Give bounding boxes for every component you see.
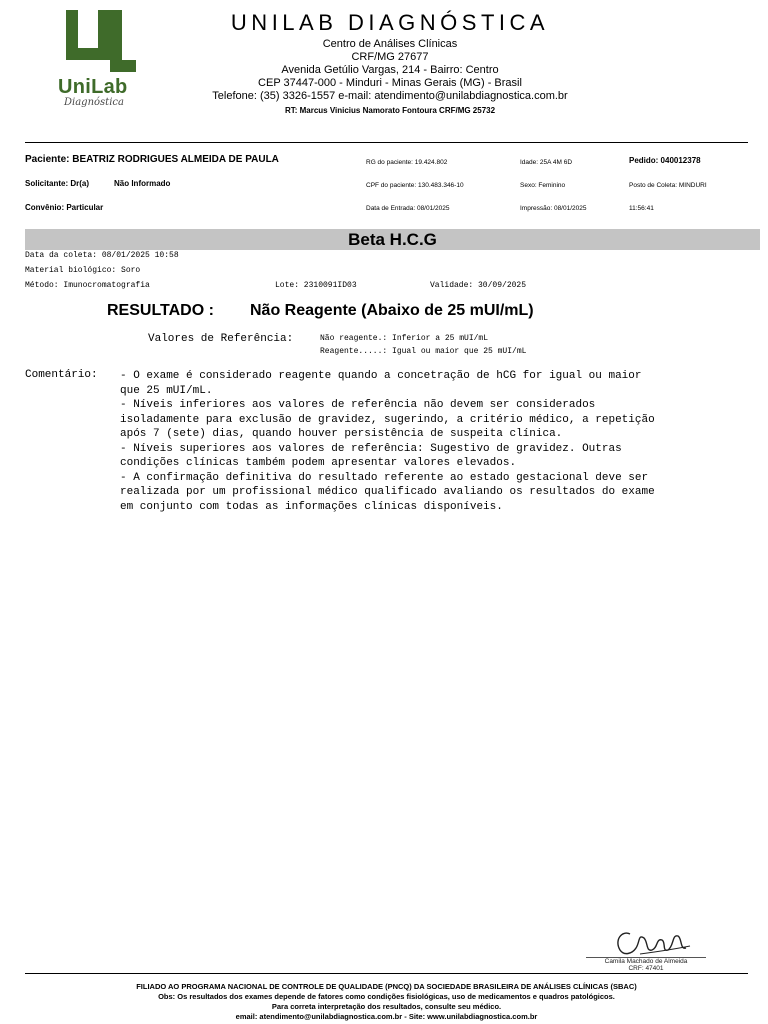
requester-label: Solicitante: Dr(a)	[25, 179, 90, 188]
footer-line-4: email: atendimento@unilabdiagnostica.com.br - Site: www.unilabdiagnostica.com.br	[235, 1012, 538, 1021]
lab-address: Avenida Getúlio Vargas, 214 - Bairro: Centro	[281, 64, 499, 76]
patient-sex: Sexo: Feminino	[520, 182, 566, 189]
print-date: Impressão: 08/01/2025	[520, 205, 587, 212]
footer-line-2: Obs: Os resultados dos exames depende de fatores como condições fisiológicas, uso de medicamentos e quadros patológicos.	[158, 992, 615, 1001]
entry-date: Data de Entrada: 08/01/2025	[366, 205, 450, 212]
exam-title-bar	[25, 229, 760, 250]
patient-age: Idade: 25A 4M 6D	[520, 159, 573, 166]
lab-name: UNILAB DIAGNÓSTICA	[230, 10, 550, 35]
method: Método: Imunocromatografia	[25, 281, 150, 290]
header-divider	[25, 142, 748, 143]
collection-post: Posto de Coleta: MINDURI	[629, 182, 707, 189]
order-number: Pedido: 040012378	[629, 156, 701, 165]
result-label: RESULTADO :	[107, 302, 214, 319]
lab-crf: CRF/MG 27677	[351, 51, 429, 63]
reference-line-2: Reagente.....: Igual ou maior que 25 mUI/mL	[320, 347, 527, 356]
collection-date: Data da coleta: 08/01/2025 10:58	[25, 251, 179, 260]
lab-subtitle: Centro de Análises Clínicas	[322, 38, 458, 50]
patient-cpf: CPF do paciente: 130.483.346-10	[366, 182, 464, 189]
signer-crf: CRF: 47401	[628, 965, 664, 972]
result-value: Não Reagente (Abaixo de 25 mUI/mL)	[250, 302, 534, 319]
reference-line-1: Não reagente.: Inferior a 25 mUI/mL	[320, 334, 489, 343]
footer-line-3: Para correta interpretação dos resultados, consulte seu médico.	[271, 1002, 502, 1011]
footer-line-1: FILIADO AO PROGRAMA NACIONAL DE CONTROLE DE QUALIDADE (PNCQ) DA SOCIEDADE BRASILEIRA DE ANÁLISES CLÍNICAS (SBAC)	[136, 982, 637, 991]
lab-rt: RT: Marcus Vinicius Namorato Fontoura CRF/MG 25732	[284, 106, 496, 115]
lab-cep: CEP 37447-000 - Minduri - Minas Gerais (MG) - Brasil	[258, 77, 522, 89]
exam-title: Beta H.C.G	[348, 230, 437, 249]
patient-rg: RG do paciente: 19.424.802	[366, 159, 448, 166]
validity: Validade: 30/09/2025	[430, 281, 527, 290]
biological-material: Material biológico: Soro	[25, 266, 141, 275]
footer-divider	[25, 973, 748, 974]
logo-tagline: Diagnóstica	[64, 97, 124, 108]
patient-name: Paciente: BEATRIZ RODRIGUES ALMEIDA DE PAULA	[25, 154, 279, 165]
print-time: 11:56:41	[629, 205, 654, 212]
lot: Lote: 2310091ID03	[275, 281, 357, 290]
reference-label: Valores de Referência:	[148, 333, 294, 345]
comment-label: Comentário:	[25, 369, 98, 381]
comment-text: - O exame é considerado reagente quando a concetração de hCG for igual ou maior que 25 mUI/mL. - Níveis inferiores aos valores de referência não devem ser considerados isoladamente para exclusão de gravidez, sugerindo, a critério médico, a repetição após 7 (sete) dias, quando houver persistência de suspeita clínica. - Níveis superiores aos valores de referência: Sugestivo de gravidez. Outras condições clínicas também podem apresentar valores elevados. - A confirmação definitiva do resultado referente ao estado gestacional deve ser realizada por um profissional médico qualificado avaliando os resultados do exame em conjunto com todas as informações clínicas disponíveis.	[120, 370, 655, 513]
signature-icon	[600, 920, 700, 960]
lab-contact: Telefone: (35) 3326-1557 e-mail: atendimento@unilabdiagnostica.com.br	[212, 90, 568, 102]
insurance: Convênio: Particular	[25, 203, 104, 212]
logo-wordmark: UniLab	[58, 76, 128, 98]
requester-value: Não Informado	[114, 179, 171, 188]
signer-name: Camila Machado de Almeida	[604, 958, 688, 965]
